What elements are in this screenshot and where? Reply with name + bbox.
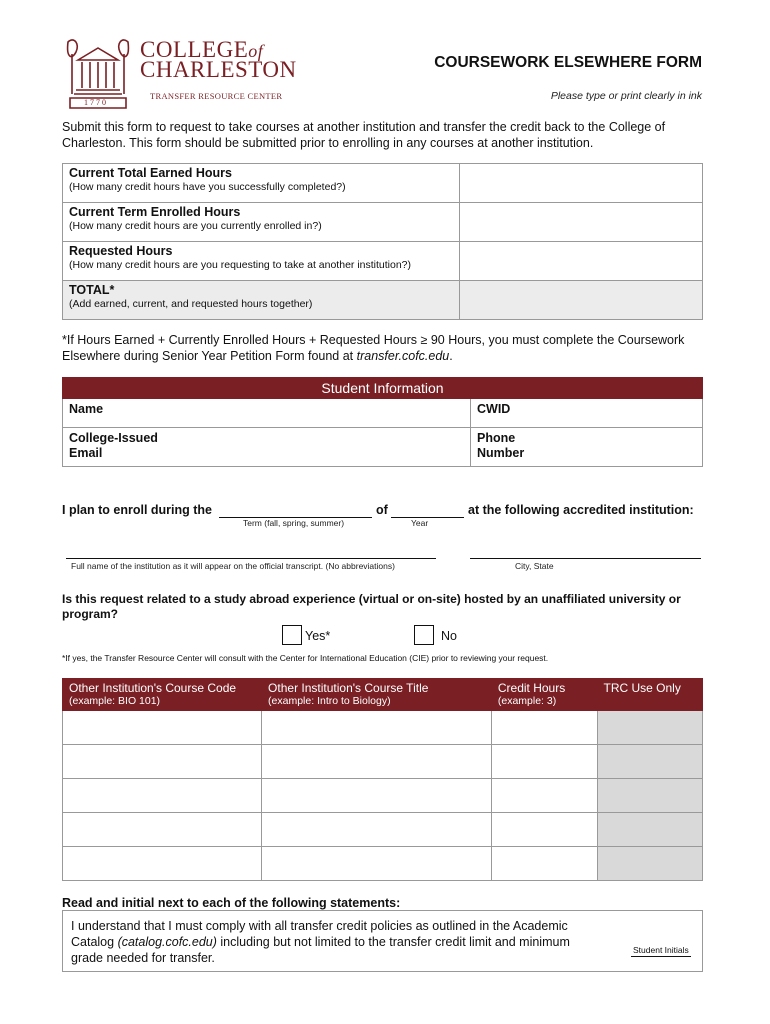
college-logo	[62, 34, 312, 112]
enroll-prefix: I plan to enroll during the	[62, 503, 212, 517]
total-hours-field[interactable]	[459, 281, 702, 320]
course-title-header: Other Institution's Course Title (example: Intro to Biology)	[262, 679, 492, 711]
no-label: No	[441, 629, 457, 643]
yes-label: Yes*	[305, 629, 331, 643]
logo-department-text: TRANSFER RESOURCE CENTER	[150, 91, 283, 101]
logo-charleston-text: CHARLESTON	[140, 57, 297, 82]
trc-use-cell	[597, 711, 703, 745]
no-checkbox[interactable]	[414, 625, 434, 645]
course-code-header: Other Institution's Course Code (example: BIO 101)	[63, 679, 262, 711]
trc-use-cell	[597, 813, 703, 847]
enroll-suffix: at the following accredited institution:	[468, 503, 694, 517]
city-state-field[interactable]	[470, 544, 701, 559]
ninety-hours-note: *If Hours Earned + Currently Enrolled Hours + Requested Hours ≥ 90 Hours, you must complete the Coursework Elsewhere during Senior Year Petition Form found at transfer.cofc.edu.	[62, 333, 685, 363]
hours-label: Current Term Enrolled Hours	[69, 205, 241, 219]
hours-row-earned	[63, 164, 703, 203]
hours-hint: (Add earned, current, and requested hours together)	[69, 298, 313, 310]
statement-1-text: I understand that I must comply with all transfer credit policies as outlined in the Academic Catalog (catalog.cofc.edu) including but not limited to the transfer credit limit and minimum grade needed for transfer.	[71, 919, 570, 965]
cwid-field[interactable]: CWID	[471, 399, 703, 428]
hours-label: TOTAL*	[69, 283, 115, 297]
statement-1-box	[62, 910, 703, 972]
hours-label: Requested Hours	[69, 244, 173, 258]
course-title-cell[interactable]	[262, 779, 492, 813]
course-code-cell[interactable]	[63, 779, 262, 813]
logo-college-text: COLLEGEof	[140, 37, 264, 62]
email-field[interactable]: College-Issued Email	[63, 428, 471, 467]
intro-text: Submit this form to request to take courses at another institution and transfer the credit back to the College of Charleston. This form should be submitted prior to enrolling in any courses at another institution.	[62, 120, 666, 150]
course-row	[63, 813, 703, 847]
transfer-link[interactable]: transfer.cofc.edu	[356, 349, 450, 363]
logo-year-text: 1770	[84, 98, 108, 107]
hours-table	[62, 163, 703, 320]
student-info-table	[62, 377, 703, 467]
hours-hint: (How many credit hours are you requesting to take at another institution?)	[69, 259, 412, 271]
institution-hint: Full name of the institution as it will appear on the official transcript. (No abbreviations)	[71, 561, 395, 571]
credit-hours-cell[interactable]	[491, 779, 597, 813]
hours-hint: (How many credit hours are you currently enrolled in?)	[69, 220, 322, 232]
cie-note: *If yes, the Transfer Resource Center will consult with the Center for International Education (CIE) prior to reviewing your request.	[62, 653, 549, 663]
course-title-cell[interactable]	[262, 847, 492, 881]
term-field[interactable]	[219, 503, 372, 518]
student-info-heading: Student Information	[63, 378, 703, 399]
institution-name-field[interactable]	[66, 544, 436, 559]
name-field[interactable]: Name	[63, 399, 471, 428]
trc-use-cell	[597, 847, 703, 881]
course-title-cell[interactable]	[262, 813, 492, 847]
city-state-hint: City, State	[515, 561, 554, 571]
trc-use-header: TRC Use Only	[597, 679, 703, 711]
course-row	[63, 711, 703, 745]
course-row	[63, 745, 703, 779]
course-table	[62, 678, 703, 881]
credit-hours-header: Credit Hours (example: 3)	[491, 679, 597, 711]
form-title: COURSEWORK ELSEWHERE FORM	[434, 54, 702, 71]
catalog-link[interactable]: (catalog.cofc.edu)	[117, 935, 217, 949]
form-subtitle: Please type or print clearly in ink	[550, 90, 702, 102]
course-title-cell[interactable]	[262, 711, 492, 745]
initials-label: Student Initials	[633, 945, 689, 955]
term-hint: Term (fall, spring, summer)	[243, 518, 345, 528]
yes-checkbox[interactable]	[282, 625, 302, 645]
course-code-cell[interactable]	[63, 847, 262, 881]
phone-field[interactable]: Phone Number	[471, 428, 703, 467]
course-code-cell[interactable]	[63, 711, 262, 745]
enroll-of: of	[376, 503, 388, 517]
course-row	[63, 779, 703, 813]
requested-hours-field[interactable]	[459, 242, 702, 281]
trc-use-cell	[597, 745, 703, 779]
year-field[interactable]	[391, 503, 464, 518]
statements-title: Read and initial next to each of the following statements:	[62, 896, 401, 910]
study-abroad-question: Is this request related to a study abroad experience (virtual or on-site) hosted by an unaffiliated university or program?	[62, 592, 681, 621]
course-code-cell[interactable]	[63, 813, 262, 847]
credit-hours-cell[interactable]	[491, 813, 597, 847]
credit-hours-cell[interactable]	[491, 711, 597, 745]
credit-hours-cell[interactable]	[491, 847, 597, 881]
enrolled-hours-field[interactable]	[459, 203, 702, 242]
hours-label: Current Total Earned Hours	[69, 166, 232, 180]
earned-hours-field[interactable]	[459, 164, 702, 203]
course-title-cell[interactable]	[262, 745, 492, 779]
course-row	[63, 847, 703, 881]
hours-hint: (How many credit hours have you successfully completed?)	[69, 181, 346, 193]
credit-hours-cell[interactable]	[491, 745, 597, 779]
hours-row-enrolled	[63, 203, 703, 242]
trc-use-cell	[597, 779, 703, 813]
course-code-cell[interactable]	[63, 745, 262, 779]
hours-row-requested	[63, 242, 703, 281]
year-hint: Year	[411, 518, 429, 528]
hours-row-total	[63, 281, 703, 320]
